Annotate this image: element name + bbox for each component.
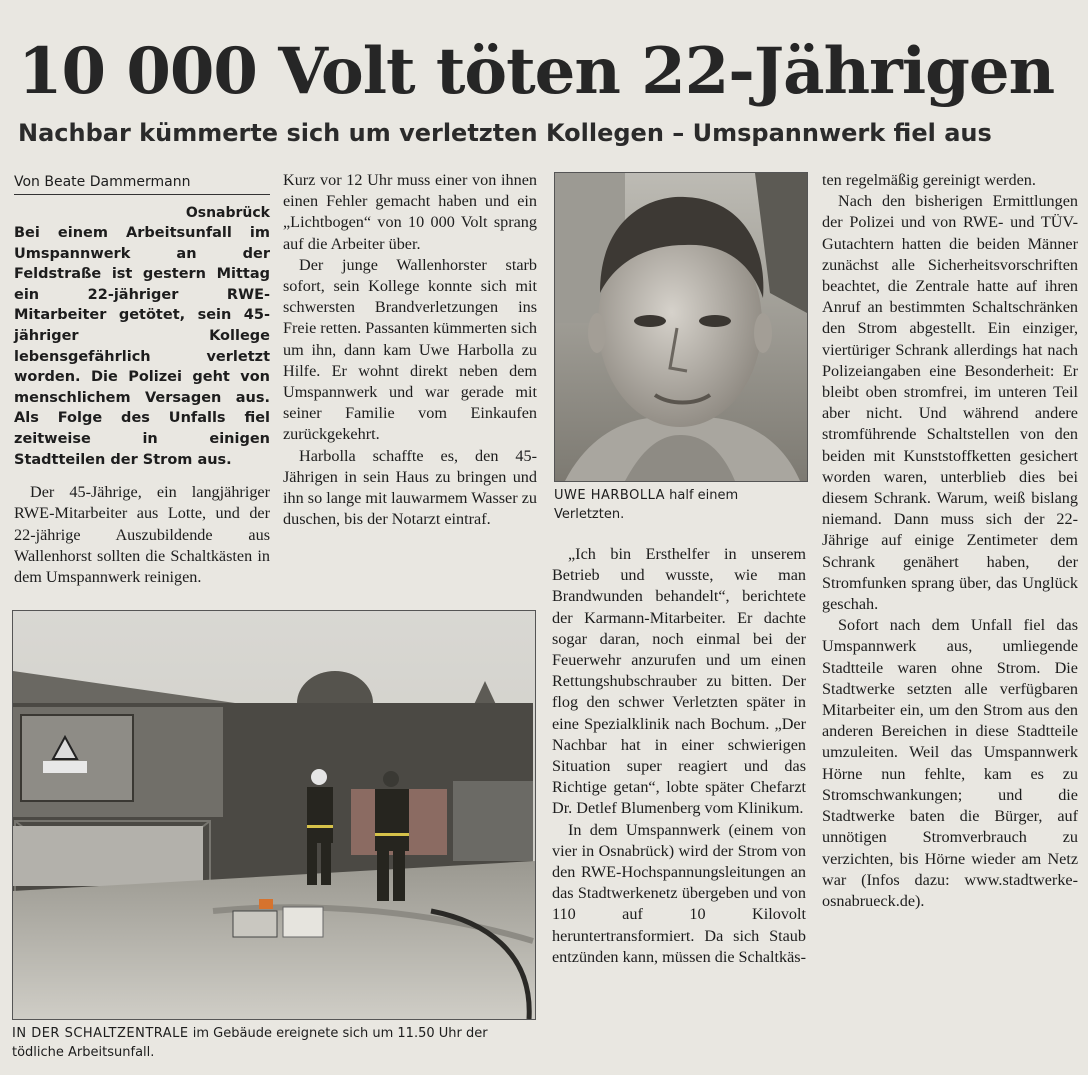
column-4	[822, 170, 1078, 912]
col4-paragraph-1: Nach den bisherigen Ermittlungen der Polizei und von RWE- und TÜV-Gutachtern hatten die beiden Männer zunächst alle Sicherheitsvorschriften beachtet, die Zentrale hatte auf ihren Anruf an bestimmten Schaltschränken den Strom abgestellt. Ein einziger, viertüriger Schrank allerdings hat nach Polizeiangaben eine Besonderheit: Er bleibt oben stromfrei, im unteren Teil aber nicht. Und während andere stromführende Schaltstellen von den beiden mit Kunststoffketten gesichert worden waren, unterblieb dies bei diesem Schrank. Warum, weiß bislang niemand. Dann muss sich der 22-Jährige auf einige Zentimeter dem Schrank genähert haben, der Stromfunken sprang über, das Unglück geschah.	[822, 192, 1078, 614]
col2-paragraph-2: Der junge Wallenhorster starb sofort, sein Kollege konnte sich mit schwersten Brandverletzungen ins Freie retten. Passanten kümmerten sich um ihn, dann kam Uwe Harbolla zu Hilfe. Er wohnt direkt neben dem Umspannwerk und war gerade mit seiner Familie vom Einkaufen zurückgekehrt.	[283, 255, 537, 444]
headline: 10 000 Volt töten 22-Jährigen	[18, 34, 1055, 109]
col1-paragraph-1: Der 45-Jährige, ein langjähriger RWE-Mitarbeiter aus Lotte, und der 22-jährige Auszubildende aus Wallenhorst sollten die Schaltkästen in dem Umspannwerk reinigen.	[14, 483, 270, 586]
scene-illustration	[13, 611, 535, 1019]
col4-paragraph-2: Sofort nach dem Unfall fiel das Umspannwerk aus, umliegende Stadtteile waren ohne Strom. Die Stadtwerke setzten alle verfügbaren Mitarbeiter ein, um den Strom aus den anderen Bereichen in diese Stadtteile umzuleiten. Weil das Umspannwerk Hörne nun fehlte, kam es zu Stromschwankungen; und die Stadtwerke baten die Bürger, auf unnötigen Stromverbrauch zu verzichten, bis Hörne wieder am Netz war (Infos dazu: www.stadtwerke-osnabrueck.de).	[822, 616, 1078, 910]
col3-paragraph-2: In dem Umspannwerk (einem von vier in Osnabrück) wird der Strom von den RWE-Hochspannungsleitungen an das Stadtwerkenetz übergeben und von 110 auf 10 Kilovolt heruntertransformiert. Da sich Staub entzünden kann, müssen die Schaltkäs-	[552, 820, 806, 966]
portrait-photo	[554, 172, 808, 482]
column-3	[552, 544, 806, 968]
col2-paragraph-1: Kurz vor 12 Uhr muss einer von ihnen einen Fehler gemacht haben und ein „Lichtbogen“ von 10 000 Volt sprang auf die Arbeiter über.	[283, 171, 537, 253]
scene-photo	[12, 610, 536, 1020]
scene-caption-caps: IN DER SCHALTZENTRALE	[12, 1026, 189, 1041]
dateline: Osnabrück	[185, 205, 270, 221]
portrait-illustration	[555, 173, 807, 481]
col2-paragraph-3: Harbolla schaffte es, den 45-Jährigen in sein Haus zu bringen und ihn so lange mit lauwarmem Wasser zu duschen, bis der Notarzt eintraf.	[283, 446, 537, 529]
col4-paragraph-0: ten regelmäßig gereinigt werden.	[822, 171, 1036, 189]
scene-caption-text: im Gebäude ereignete sich um 11.50 Uhr der tödliche Arbeitsunfall.	[12, 1026, 488, 1060]
subheadline: Nachbar kümmerte sich um verletzten Kollegen – Umspannwerk fiel aus	[18, 119, 992, 147]
col3-paragraph-1: „Ich bin Ersthelfer in unserem Betrieb und wusste, wie man Brandwunden behandelt“, berichtete der Karmann-Mitarbeiter. Er dachte sogar daran, noch einmal bei der Feuerwehr anzurufen und um einen Rettungshubschrauber zu bitten. Der flog den schwer Verletzten später in eine Spezialklinik nach Bochum. „Der Nachbar hat in einer schwierigen Situation super reagiert und das Richtige getan“, lobte später Chefarzt Dr. Detlef Blumenberg vom Klinikum.	[552, 545, 806, 818]
scene-caption	[12, 1024, 538, 1062]
byline: Von Beate Dammermann	[14, 172, 270, 195]
portrait-caption-text: half einem Verletzten.	[554, 488, 739, 522]
portrait-caption	[554, 486, 808, 524]
column-1	[14, 172, 270, 588]
portrait-caption-caps: UWE HARBOLLA	[554, 488, 666, 503]
column-2	[283, 170, 537, 530]
lead-paragraph: Bei einem Arbeitsunfall im Umspannwerk an der Feldstraße ist gestern Mittag ein 22-jähriger RWE-Mitarbeiter getötet, sein 45-jähriger Kollege lebensgefährlich verletzt worden. Die Polizei geht von menschlichem Versagen aus. Als Folge des Unfalls fiel zeitweise in einigen Stadtteilen der Strom aus.	[14, 225, 270, 468]
